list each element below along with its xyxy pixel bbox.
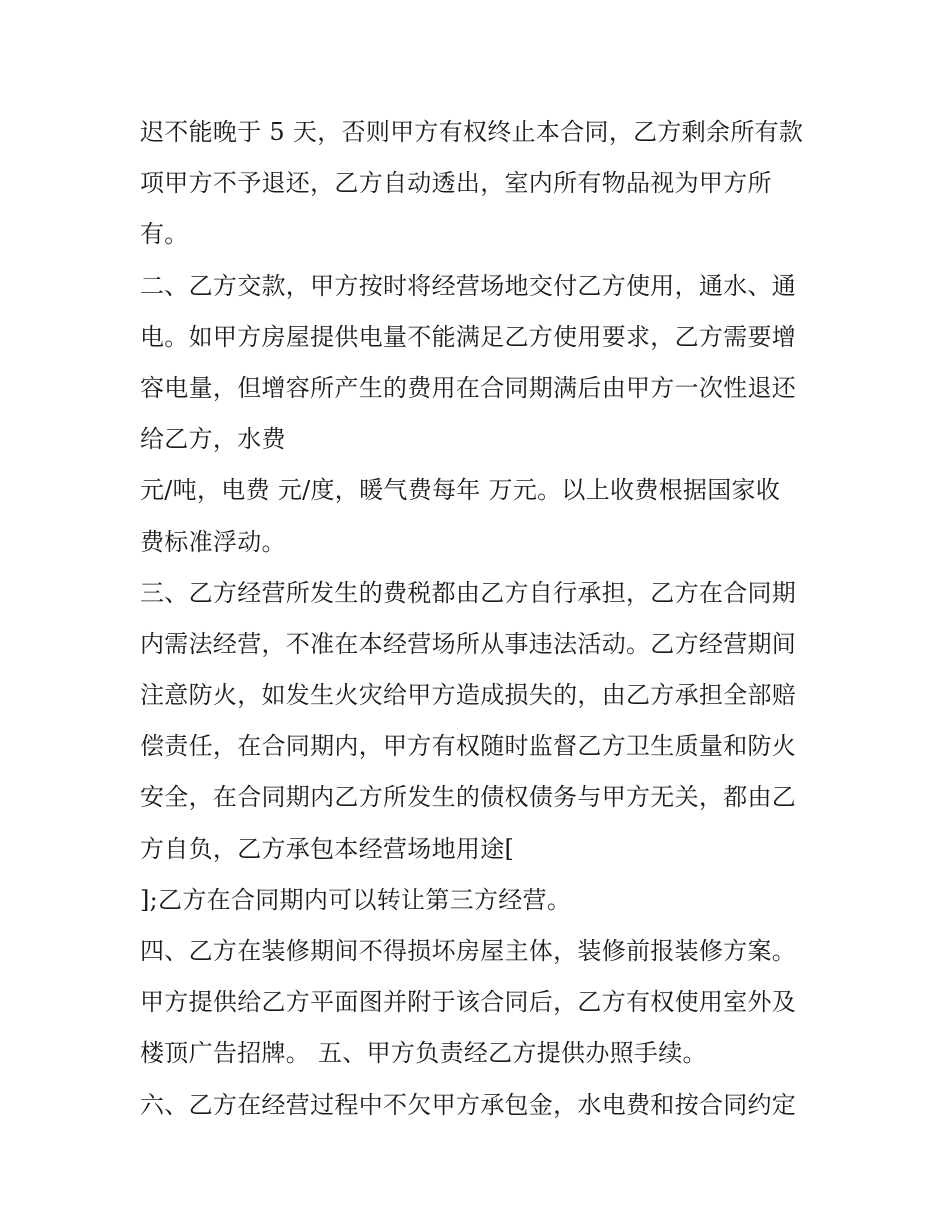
text-line: 内需法经营，不准在本经营场所从事违法活动。乙方经营期间 [140,629,797,658]
text-line: 有。 [140,220,189,249]
contract-text [140,107,820,1131]
text-line: 项甲方不予退还，乙方自动透出，室内所有物品视为甲方所 [140,169,772,198]
text-line: 电。如甲方房屋提供电量不能满足乙方使用要求，乙方需要增 [140,322,797,351]
text-line: 三、乙方经营所发生的费税都由乙方自行承担，乙方在合同期 [140,578,797,607]
text-line: 四、乙方在装修期间不得损坏房屋主体，装修前报装修方案。 [140,937,797,965]
text-line: 楼顶广告招牌。 五、甲方负责经乙方提供办照手续。 [140,1039,707,1068]
text-line: 注意防火，如发生火灾给甲方造成损失的，由乙方承担全部赔 [140,681,797,710]
text-line: 方自负，乙方承包本经营场地用途[ [140,834,515,863]
text-line: 安全，在合同期内乙方所发生的债权债务与甲方无关，都由乙 [140,783,797,812]
text-line: 六、乙方在经营过程中不欠甲方承包金，水电费和按合同约定 [140,1090,797,1119]
text-line: 容电量，但增容所产生的费用在合同期满后由甲方一次性退还 [140,373,797,402]
text-line: 元/吨，电费 元/度，暖气费每年 万元。以上收费根据国家收 [140,476,781,505]
text-line: 费标准浮动。 [140,527,286,556]
text-line: 偿责任，在合同期内，甲方有权随时监督乙方卫生质量和防火 [140,732,797,761]
text-line: 给乙方，水费 [140,425,286,454]
text-line: ];乙方在合同期内可以转让第三方经营。 [140,885,572,914]
text-line: 迟不能晚于 5 天，否则甲方有权终止本合同，乙方剩余所有款 [140,118,804,146]
text-line: 二、乙方交款，甲方按时将经营场地交付乙方使用，通水、通 [140,271,797,300]
text-line: 甲方提供给乙方平面图并附于该合同后，乙方有权使用室外及 [140,988,797,1017]
